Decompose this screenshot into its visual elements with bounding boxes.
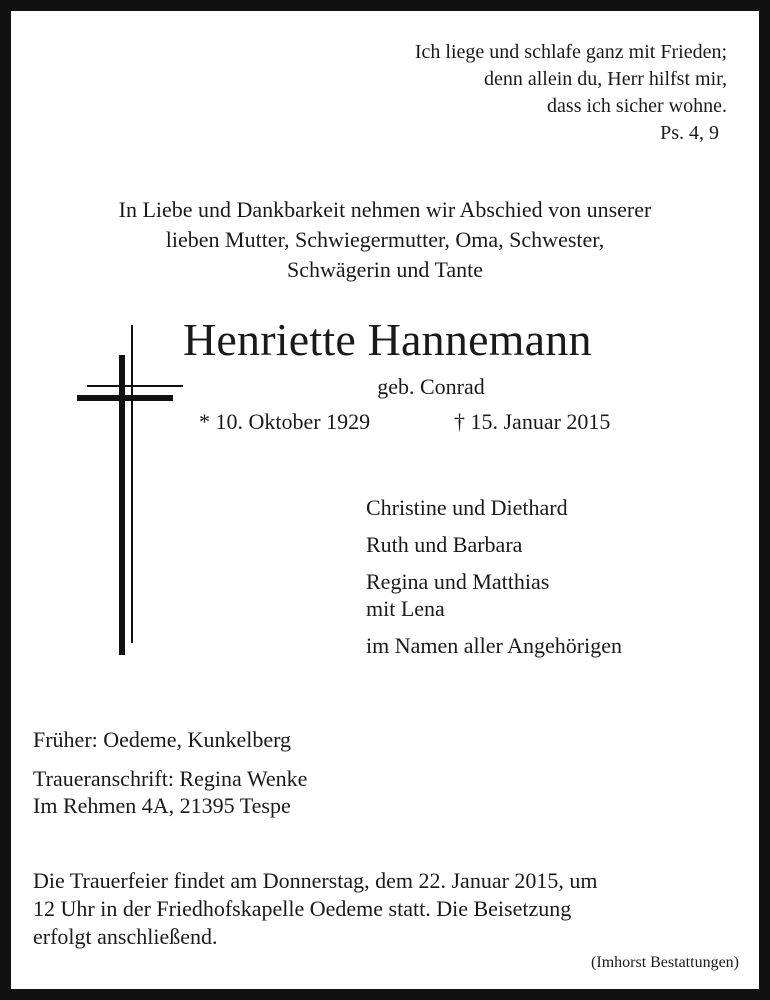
funeral-home: (Imhorst Bestattungen): [591, 954, 739, 971]
address-block: [33, 726, 307, 819]
survivor-line: Regina und Matthias: [366, 569, 550, 594]
birth-date: * 10. Oktober 1929: [199, 409, 371, 434]
intro-line: Schwägerin und Tante: [286, 257, 483, 282]
intro-text: [11, 195, 759, 285]
death-date: † 15. Januar 2015: [454, 409, 611, 434]
service-details: [33, 867, 733, 951]
service-line: erfolgt anschließend.: [33, 924, 218, 949]
psalm-line: denn allein du, Herr hilfst mir,: [483, 68, 727, 90]
survivor-entry: [366, 568, 622, 622]
intro-line: In Liebe und Dankbarkeit nehmen wir Abschied von unserer: [118, 197, 652, 222]
psalm-reference: Ps. 4, 9: [660, 122, 719, 144]
survivor-line: mit Lena: [366, 596, 445, 621]
psalm-line: Ich liege und schlafe ganz mit Frieden;: [414, 41, 727, 63]
mourning-address: Traueranschrift: Regina Wenke: [33, 766, 308, 791]
survivor-entry: Ruth und Barbara: [366, 532, 523, 557]
psalm-line: dass ich sicher wohne.: [547, 95, 727, 117]
survivor-entry: Christine und Diethard: [366, 495, 568, 520]
intro-line: lieben Mutter, Schwiegermutter, Oma, Schwester,: [165, 227, 605, 252]
deceased-name: Henriette Hannemann: [183, 314, 592, 365]
street-address: Im Rehmen 4A, 21395 Tespe: [33, 793, 291, 818]
survivor-entry: im Namen aller Angehörigen: [366, 633, 622, 658]
maiden-name: geb. Conrad: [377, 374, 485, 399]
survivors-list: [366, 494, 622, 669]
former-residence: Früher: Oedeme, Kunkelberg: [33, 727, 292, 752]
service-line: 12 Uhr in der Friedhofskapelle Oedeme statt. Die Beisetzung: [33, 896, 572, 921]
psalm-quote: [415, 39, 727, 147]
service-line: Die Trauerfeier findet am Donnerstag, dem 22. Januar 2015, um: [33, 868, 598, 893]
